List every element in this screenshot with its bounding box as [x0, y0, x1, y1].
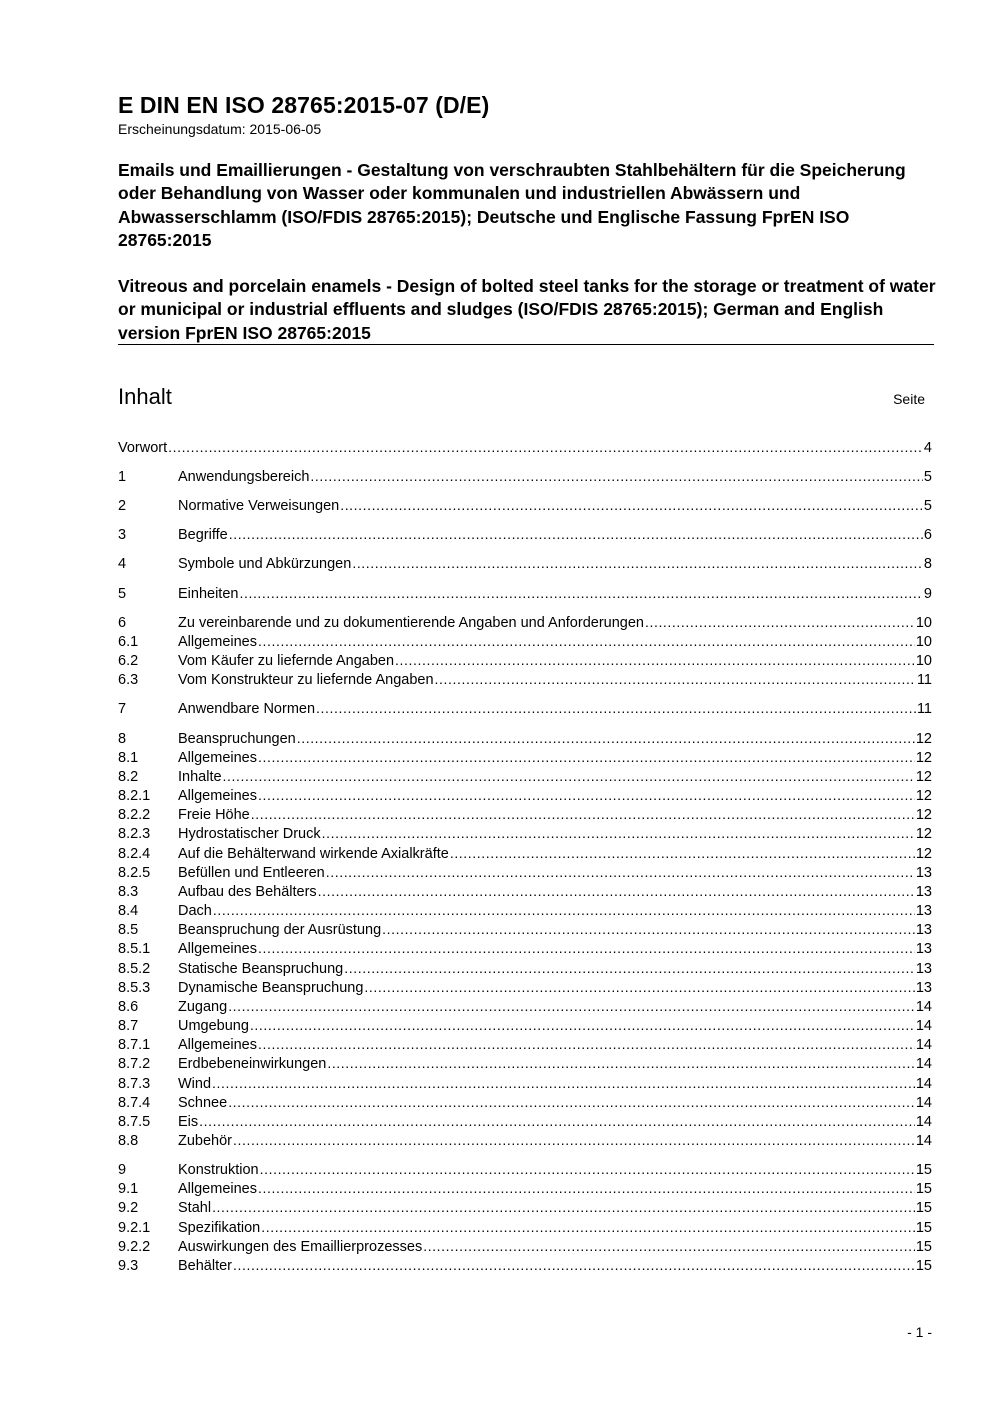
toc-entry-number: 8.1: [118, 750, 139, 766]
toc-entry-page: 13: [915, 961, 932, 977]
toc-entry-title: Normative Verweisungen: [178, 498, 340, 514]
toc-entry-title: Erdbebeneinwirkungen: [178, 1056, 327, 1072]
toc-entry[interactable]: [118, 468, 932, 487]
toc-entry[interactable]: [118, 1238, 932, 1257]
toc-entry-title: Allgemeines: [178, 1181, 257, 1197]
toc-entry-number: 2: [118, 498, 127, 514]
toc-dot-leader: [258, 633, 915, 649]
toc-entry[interactable]: [118, 585, 932, 604]
toc-dot-leader: [352, 555, 923, 571]
toc-entry-page: 15: [915, 1239, 932, 1255]
toc-dot-leader: [212, 1199, 915, 1215]
toc-dot-leader: [239, 585, 922, 601]
title-german: Emails und Emaillierungen - Gestaltung von verschraubten Stahlbehältern für die Speicherung oder Behandlung von Wasser oder kommunalen und industriellen Abwässern und Abwasserschlamm (ISO/FDIS 28765:2015); Deutsche und Englische Fassung FprEN ISO 28765:2015: [118, 160, 906, 251]
toc-entry-number: 8.2.5: [118, 865, 151, 881]
toc-entry-title: Anwendungsbereich: [178, 469, 310, 485]
page-number: - 1 -: [907, 1324, 932, 1340]
toc-entry-page: 14: [915, 1037, 932, 1053]
toc-dot-leader: [199, 1113, 915, 1129]
toc-entry[interactable]: [118, 633, 932, 652]
toc-entry-page: 12: [915, 769, 932, 785]
toc-entry[interactable]: [118, 940, 932, 959]
toc-entry-number: 9.2: [118, 1200, 139, 1216]
toc-entry-page: 15: [915, 1162, 932, 1178]
toc-entry[interactable]: [118, 1219, 932, 1238]
toc-entry-title: Eis: [178, 1114, 199, 1130]
toc-entry[interactable]: [118, 526, 932, 545]
document-id: E DIN EN ISO 28765:2015-07 (D/E): [118, 92, 490, 118]
toc-entry[interactable]: [118, 497, 932, 516]
toc-entry-number: 5: [118, 586, 127, 602]
toc-dot-leader: [213, 902, 915, 918]
toc-dot-leader: [229, 526, 923, 542]
toc-dot-leader: [168, 439, 923, 455]
toc-entry-page: 13: [915, 865, 932, 881]
toc-entry-title: Hydrostatischer Druck: [178, 826, 321, 842]
toc-entry[interactable]: [118, 960, 932, 979]
toc-entry-page: 12: [915, 826, 932, 842]
toc-entry-title: Begriffe: [178, 527, 228, 543]
toc-dot-leader: [364, 979, 914, 995]
toc-entry-number: 8.2.4: [118, 846, 151, 862]
toc-entry-number: 8.7.4: [118, 1095, 151, 1111]
toc-entry-page: 10: [915, 634, 932, 650]
toc-entry-number: 8.5.3: [118, 980, 151, 996]
toc-entry[interactable]: [118, 921, 932, 940]
toc-entry[interactable]: [118, 439, 932, 458]
toc-entry-page: 10: [915, 653, 932, 669]
toc-entry-title: Statische Beanspruchung: [178, 961, 344, 977]
toc-dot-leader: [382, 921, 915, 937]
toc-entry[interactable]: [118, 883, 932, 902]
toc-entry-title: Auswirkungen des Emaillierprozesses: [178, 1239, 423, 1255]
toc-dot-leader: [395, 652, 915, 668]
toc-entry-number: 6.2: [118, 653, 139, 669]
toc-entry[interactable]: [118, 1161, 932, 1180]
toc-entry-number: 9.2.2: [118, 1239, 151, 1255]
toc-entry[interactable]: [118, 825, 932, 844]
toc-entry-number: 8.2.3: [118, 826, 151, 842]
toc-entry[interactable]: [118, 1180, 932, 1199]
toc-entry-title: Beanspruchungen: [178, 731, 296, 747]
toc-entry-page: 15: [915, 1258, 932, 1274]
toc-entry-page: 13: [915, 922, 932, 938]
toc-entry-page: 14: [915, 1056, 932, 1072]
toc-entry-title: Zubehör: [178, 1133, 233, 1149]
toc-entry-number: 9.2.1: [118, 1220, 151, 1236]
toc-entry-number: 8.7.3: [118, 1076, 151, 1092]
toc-entry-number: 6: [118, 615, 127, 631]
toc-entry[interactable]: [118, 671, 932, 690]
toc-entry-page: 14: [915, 999, 932, 1015]
toc-dot-leader: [258, 787, 915, 803]
toc-entry-page: 12: [915, 807, 932, 823]
toc-entry[interactable]: [118, 1036, 932, 1055]
toc-entry-title: Wind: [178, 1076, 212, 1092]
toc-entry-title: Vorwort: [118, 440, 168, 456]
toc-dot-leader: [326, 864, 915, 880]
toc-entry-number: 9: [118, 1162, 127, 1178]
toc-entry-number: 8.5.1: [118, 941, 151, 957]
toc-entry-title: Befüllen und Entleeren: [178, 865, 325, 881]
toc-page-column-label: Seite: [893, 391, 925, 407]
toc-entry-page: 14: [915, 1076, 932, 1092]
toc-entry-title: Vom Käufer zu liefernde Angaben: [178, 653, 395, 669]
toc-entry-number: 6.3: [118, 672, 139, 688]
toc-dot-leader: [228, 1094, 915, 1110]
toc-entry-title: Spezifikation: [178, 1220, 261, 1236]
toc-dot-leader: [258, 940, 915, 956]
toc-entry-number: 8.7.1: [118, 1037, 151, 1053]
toc-dot-leader: [223, 768, 915, 784]
toc-entry-page: 6: [923, 527, 932, 543]
toc-dot-leader: [340, 497, 923, 513]
toc-dot-leader: [310, 468, 923, 484]
toc-entry-page: 10: [915, 615, 932, 631]
toc-dot-leader: [435, 671, 916, 687]
toc-entry-title: Einheiten: [178, 586, 239, 602]
toc-dot-leader: [450, 845, 915, 861]
toc-entry-title: Anwendbare Normen: [178, 701, 316, 717]
toc-entry-page: 15: [915, 1200, 932, 1216]
toc-entry[interactable]: [118, 1113, 932, 1132]
toc-dot-leader: [228, 998, 915, 1014]
toc-entry[interactable]: [118, 979, 932, 998]
toc-entry-title: Inhalte: [178, 769, 222, 785]
toc-entry-title: Dynamische Beanspruchung: [178, 980, 364, 996]
toc-entry-page: 15: [915, 1181, 932, 1197]
toc-entry-page: 13: [915, 941, 932, 957]
toc-entry[interactable]: [118, 1132, 932, 1151]
toc-entry-page: 4: [923, 440, 932, 456]
toc-entry-title: Konstruktion: [178, 1162, 259, 1178]
toc-entry-number: 8.5.2: [118, 961, 151, 977]
toc-entry-title: Symbole und Abkürzungen: [178, 556, 352, 572]
toc-entry[interactable]: [118, 1257, 932, 1276]
toc-entry[interactable]: [118, 749, 932, 768]
toc-entry-number: 8: [118, 731, 127, 747]
toc-dot-leader: [258, 1180, 915, 1196]
toc-entry[interactable]: [118, 555, 932, 574]
toc-entry-page: 14: [915, 1133, 932, 1149]
toc-entry-title: Zu vereinbarende und zu dokumentierende Angaben und Anforderungen: [178, 615, 644, 631]
toc-entry-page: 12: [915, 750, 932, 766]
toc-entry-page: 9: [923, 586, 932, 602]
toc-entry-page: 12: [915, 731, 932, 747]
toc-entry-title: Allgemeines: [178, 788, 257, 804]
toc-entry-number: 8.7.5: [118, 1114, 151, 1130]
toc-dot-leader: [297, 730, 915, 746]
toc-dot-leader: [645, 614, 915, 630]
toc-entry-title: Vom Konstrukteur zu liefernde Angaben: [178, 672, 434, 688]
toc-entry[interactable]: [118, 1017, 932, 1036]
toc-dot-leader: [212, 1075, 915, 1091]
toc-entry-title: Behälter: [178, 1258, 233, 1274]
toc-entry-number: 4: [118, 556, 127, 572]
toc-entry-number: 3: [118, 527, 127, 543]
title-divider: [118, 344, 934, 345]
toc-dot-leader: [316, 700, 916, 716]
toc-entry-page: 5: [923, 469, 932, 485]
toc-dot-leader: [322, 825, 915, 841]
toc-entry[interactable]: [118, 614, 932, 633]
toc-entry-page: 14: [915, 1095, 932, 1111]
toc-entry-number: 9.3: [118, 1258, 139, 1274]
toc-dot-leader: [261, 1219, 915, 1235]
toc-entry-page: 13: [915, 884, 932, 900]
toc-dot-leader: [233, 1257, 915, 1273]
title-english: Vitreous and porcelain enamels - Design of bolted steel tanks for the storage or treatment of water or municipal or industrial effluents and sludges (ISO/FDIS 28765:2015); German and English version FprEN ISO 28765:2015: [118, 276, 936, 343]
toc-entry-page: 5: [923, 498, 932, 514]
toc-dot-leader: [327, 1055, 915, 1071]
toc-entry-number: 7: [118, 701, 127, 717]
toc-entry-page: 13: [915, 980, 932, 996]
toc-entry[interactable]: [118, 787, 932, 806]
publication-date: Erscheinungsdatum: 2015-06-05: [118, 121, 322, 137]
toc-entry[interactable]: [118, 768, 932, 787]
toc-entry-title: Allgemeines: [178, 634, 257, 650]
toc-dot-leader: [258, 749, 915, 765]
toc-entry-page: 11: [916, 672, 932, 688]
toc-entry-number: 8.2.1: [118, 788, 151, 804]
toc-entry-number: 6.1: [118, 634, 139, 650]
toc-entry-page: 8: [923, 556, 932, 572]
toc-heading: Inhalt: [118, 384, 172, 409]
toc-entry[interactable]: [118, 845, 932, 864]
toc-dot-leader: [250, 1017, 915, 1033]
toc-entry-title: Zugang: [178, 999, 228, 1015]
toc-entry-title: Stahl: [178, 1200, 212, 1216]
toc-entry-title: Freie Höhe: [178, 807, 250, 823]
toc-entry-title: Dach: [178, 903, 212, 919]
toc-entry[interactable]: [118, 902, 932, 921]
toc-entry-number: 8.2: [118, 769, 139, 785]
toc-entry[interactable]: [118, 806, 932, 825]
toc-entry[interactable]: [118, 1094, 932, 1113]
toc-entry-title: Aufbau des Behälters: [178, 884, 317, 900]
toc-entry-number: 8.4: [118, 903, 139, 919]
toc-entry[interactable]: [118, 730, 932, 749]
toc-entry[interactable]: [118, 998, 932, 1017]
toc-dot-leader: [318, 883, 915, 899]
toc-entry[interactable]: [118, 864, 932, 883]
toc-dot-leader: [233, 1132, 915, 1148]
toc-entry[interactable]: [118, 1075, 932, 1094]
toc-entry-number: 8.3: [118, 884, 139, 900]
toc-dot-leader: [260, 1161, 915, 1177]
toc-entry-title: Allgemeines: [178, 1037, 257, 1053]
toc-entry-page: 13: [915, 903, 932, 919]
toc-entry-number: 8.6: [118, 999, 139, 1015]
toc-entry[interactable]: [118, 1055, 932, 1074]
toc-entry-page: 12: [915, 846, 932, 862]
toc-entry-number: 8.8: [118, 1133, 139, 1149]
toc-dot-leader: [258, 1036, 915, 1052]
toc-entry[interactable]: [118, 700, 932, 719]
toc-entry-page: 12: [915, 788, 932, 804]
toc-dot-leader: [344, 960, 915, 976]
toc-entry[interactable]: [118, 1199, 932, 1218]
toc-entry-title: Allgemeines: [178, 941, 257, 957]
toc-dot-leader: [423, 1238, 915, 1254]
toc-entry-page: 14: [915, 1114, 932, 1130]
toc-entry-number: 1: [118, 469, 127, 485]
toc-entry-number: 8.2.2: [118, 807, 151, 823]
toc-entry-title: Auf die Behälterwand wirkende Axialkräfte: [178, 846, 449, 862]
toc-entry-page: 14: [915, 1018, 932, 1034]
toc-dot-leader: [251, 806, 915, 822]
toc-entry-number: 8.5: [118, 922, 139, 938]
toc-entry[interactable]: [118, 652, 932, 671]
toc-entry-number: 9.1: [118, 1181, 139, 1197]
toc-entry-number: 8.7: [118, 1018, 139, 1034]
toc-entry-page: 11: [916, 701, 932, 717]
toc-entry-title: Allgemeines: [178, 750, 257, 766]
toc-entry-number: 8.7.2: [118, 1056, 151, 1072]
toc-entry-title: Beanspruchung der Ausrüstung: [178, 922, 382, 938]
toc-entry-title: Schnee: [178, 1095, 228, 1111]
toc-entry-title: Umgebung: [178, 1018, 249, 1034]
toc-entry-page: 15: [915, 1220, 932, 1236]
